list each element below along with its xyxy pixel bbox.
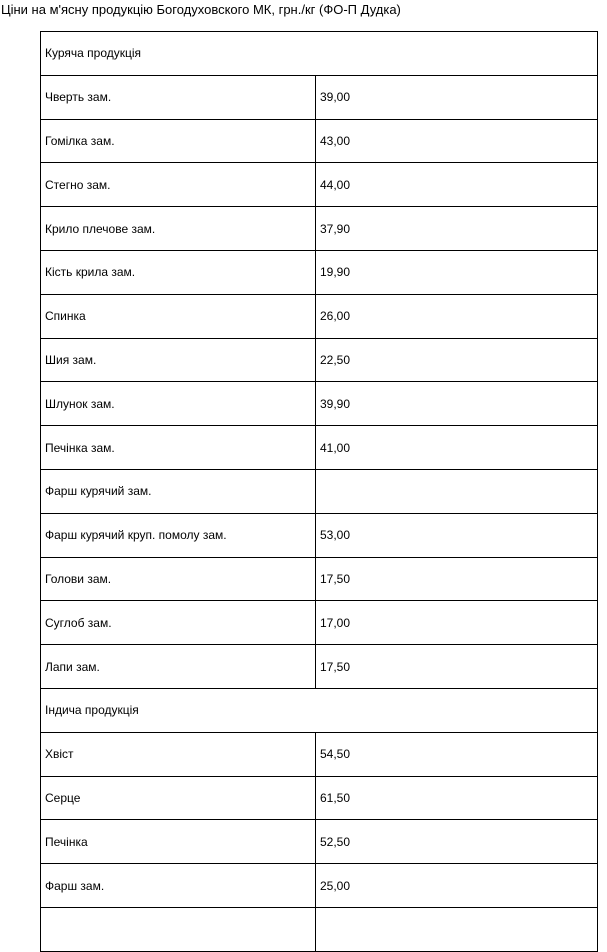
table-row: [41, 645, 598, 689]
product-name: Суглоб зам.: [41, 601, 316, 645]
product-price: 37,90: [316, 207, 598, 251]
product-price: 43,00: [316, 119, 598, 163]
table-row: [41, 382, 598, 426]
product-name: Фарш курячий круп. помолу зам.: [41, 513, 316, 557]
product-name: Шия зам.: [41, 338, 316, 382]
table-row: [41, 601, 598, 645]
product-price: 17,50: [316, 645, 598, 689]
product-price: 25,00: [316, 864, 598, 908]
table-row: [41, 75, 598, 119]
table-row: [41, 469, 598, 513]
product-name: [41, 907, 316, 951]
product-price: 53,00: [316, 513, 598, 557]
product-price: 39,90: [316, 382, 598, 426]
table-row: [41, 426, 598, 470]
product-price: 41,00: [316, 426, 598, 470]
table-row: [41, 907, 598, 951]
product-name: Лапи зам.: [41, 645, 316, 689]
table-row: [41, 820, 598, 864]
product-name: Серце: [41, 776, 316, 820]
product-name: Хвіст: [41, 732, 316, 776]
product-name: Гомілка зам.: [41, 119, 316, 163]
product-price: 61,50: [316, 776, 598, 820]
product-price: 52,50: [316, 820, 598, 864]
product-name: Спинка: [41, 294, 316, 338]
product-name: Фарш зам.: [41, 864, 316, 908]
product-name: Чверть зам.: [41, 75, 316, 119]
table-row: [41, 119, 598, 163]
table-row: [41, 207, 598, 251]
section-header: Куряча продукція: [41, 32, 598, 76]
price-table: [40, 31, 598, 952]
product-price: 17,50: [316, 557, 598, 601]
product-price: 44,00: [316, 163, 598, 207]
product-price: [316, 907, 598, 951]
product-price: 26,00: [316, 294, 598, 338]
product-price: 39,00: [316, 75, 598, 119]
section-header: Індича продукція: [41, 688, 598, 732]
table-row: [41, 163, 598, 207]
product-name: Шлунок зам.: [41, 382, 316, 426]
table-row: [41, 776, 598, 820]
table-row: [41, 732, 598, 776]
section-header-row: [41, 32, 598, 76]
table-row: [41, 513, 598, 557]
product-name: Печінка: [41, 820, 316, 864]
product-price: 22,50: [316, 338, 598, 382]
product-price: 19,90: [316, 250, 598, 294]
product-name: Крило плечове зам.: [41, 207, 316, 251]
product-price: 54,50: [316, 732, 598, 776]
table-row: [41, 250, 598, 294]
product-name: Фарш курячий зам.: [41, 469, 316, 513]
section-header-row: [41, 688, 598, 732]
product-price: [316, 469, 598, 513]
product-name: Печінка зам.: [41, 426, 316, 470]
product-price: 17,00: [316, 601, 598, 645]
table-row: [41, 338, 598, 382]
page-title: Ціни на м'ясну продукцію Богодуховского МК, грн./кг (ФО-П Дудка): [1, 2, 401, 17]
table-row: [41, 294, 598, 338]
product-name: Стегно зам.: [41, 163, 316, 207]
product-name: Голови зам.: [41, 557, 316, 601]
product-name: Кість крила зам.: [41, 250, 316, 294]
table-row: [41, 864, 598, 908]
price-table-body: [41, 32, 598, 952]
table-row: [41, 557, 598, 601]
